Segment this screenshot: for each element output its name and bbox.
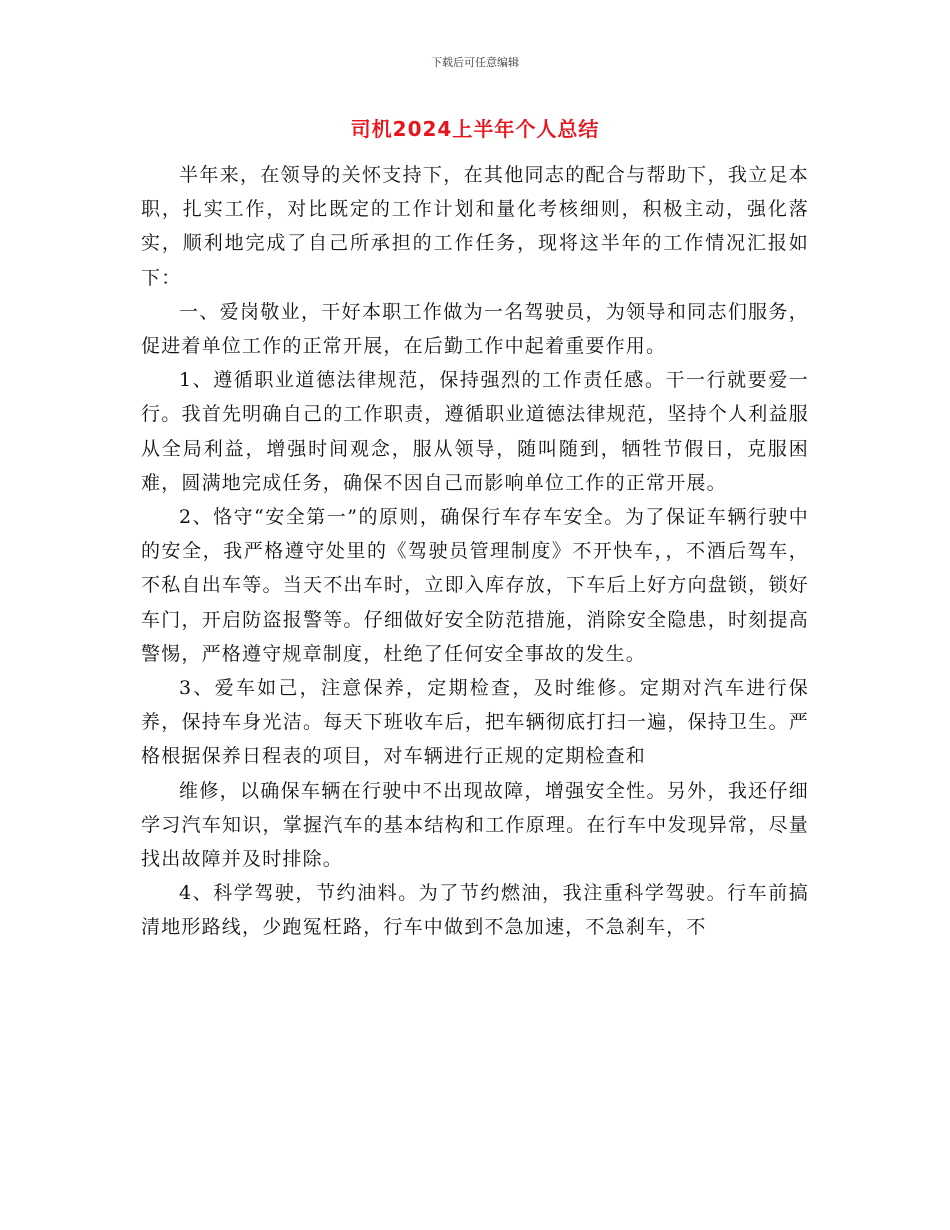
page-header-note: 下载后可任意编辑 bbox=[431, 56, 519, 69]
paragraph-item-2: 2、恪守“安全第一”的原则，确保行车存车安全。为了保证车辆行驶中的安全，我严格遵守处里的《驾驶员管理制度》不开快车，，不酒后驾车，不私自出车等。当天不出车时，立即入库存放，下车后上好方向盘锁，锁好车门，开启防盗报警等。仔细做好安全防范措施，消除安全隐患，时刻提高警惕，严格遵守规章制度，杜绝了任何安全事故的发生。 bbox=[141, 506, 809, 665]
paragraph-item-3-continued: 维修，以确保车辆在行驶中不出现故障，增强安全性。另外，我还仔细学习汽车知识，掌握汽车的基本结构和工作原理。在行车中发现异常，尽量找出故障并及时排除。 bbox=[141, 779, 809, 871]
document-body bbox=[141, 158, 809, 945]
document-title: 司机2024上半年个人总结 bbox=[350, 117, 600, 141]
paragraph-item-1: 1、遵循职业道德法律规范，保持强烈的工作责任感。干一行就要爱一行。我首先明确自己的工作职责，遵循职业道德法律规范，坚持个人利益服从全局利益，增强时间观念，服从领导，随叫随到，牺牲节假日，克服困难，圆满地完成任务，确保不因自己而影响单位工作的正常开展。 bbox=[141, 369, 809, 494]
paragraph-section-1: 一、爱岗敬业，干好本职工作做为一名驾驶员，为领导和同志们服务，促进着单位工作的正常开展，在后勤工作中起着重要作用。 bbox=[141, 300, 809, 358]
paragraph-item-3: 3、爱车如己，注意保养，定期检查，及时维修。定期对汽车进行保养，保持车身光洁。每天下班收车后，把车辆彻底打扫一遍，保持卫生。严格根据保养日程表的项目，对车辆进行正规的定期检查和 bbox=[141, 677, 809, 768]
paragraph-intro: 半年来，在领导的关怀支持下，在其他同志的配合与帮助下，我立足本职，扎实工作，对比既定的工作计划和量化考核细则，积极主动，强化落实，顺利地完成了自己所承担的工作任务，现将这半年的工作情况汇报如下： bbox=[141, 164, 809, 289]
paragraph-item-4: 4、科学驾驶，节约油料。为了节约燃油，我注重科学驾驶。行车前搞清地形路线，少跑冤枉路，行车中做到不急加速，不急刹车，不 bbox=[141, 882, 809, 939]
